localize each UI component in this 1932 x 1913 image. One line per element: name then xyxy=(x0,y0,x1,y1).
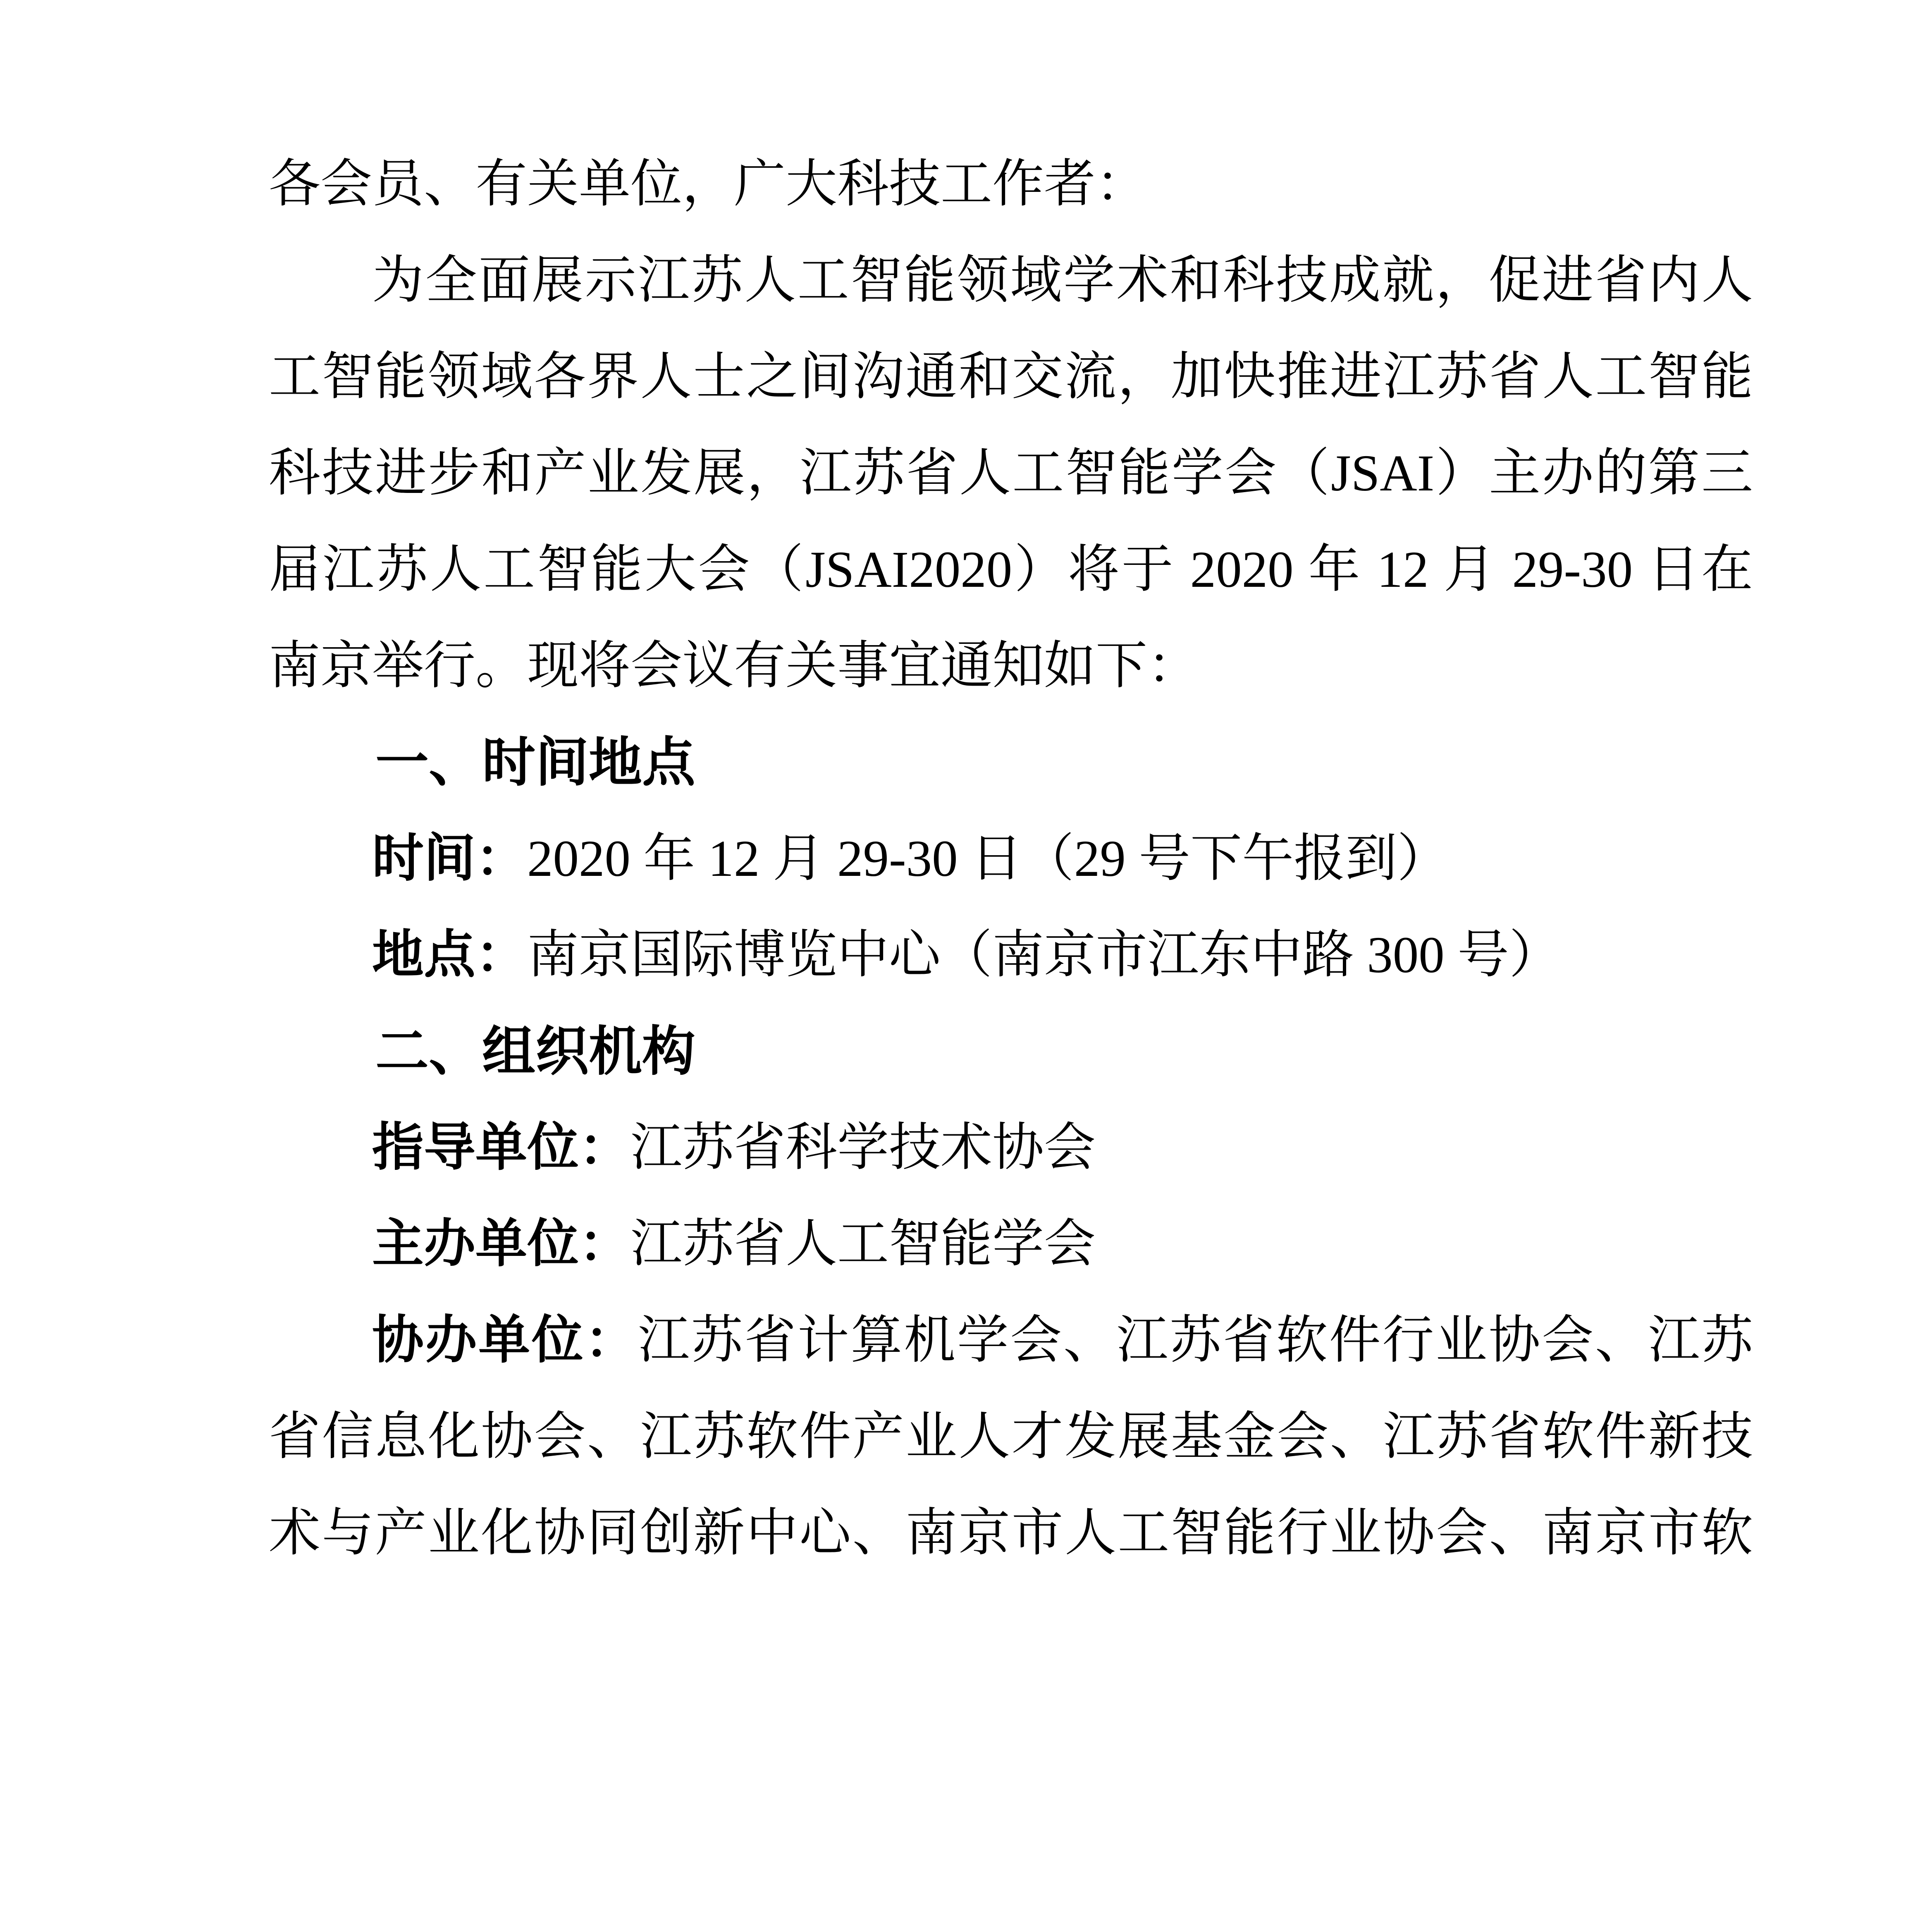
venue-line xyxy=(269,907,1753,1004)
co-organizer-label: 协办单位： xyxy=(372,1312,638,1369)
notice-document xyxy=(269,136,1753,1582)
intro-line-3: 科技进步和产业发展，江苏省人工智能学会（JSAI）主办的第三 xyxy=(269,445,1753,502)
intro-paragraph xyxy=(269,233,1753,715)
host-unit-value: 江苏省人工智能学会 xyxy=(630,1216,1096,1273)
co-organizer-value-1: 江苏省计算机学会、江苏省软件行业协会、江苏 xyxy=(638,1312,1753,1369)
intro-line-4: 届江苏人工智能大会（JSAI2020）将于 2020 年 12 月 29-30 日在 xyxy=(269,541,1753,598)
co-organizer-line-1 xyxy=(269,1293,1753,1389)
co-organizer-line-2: 省信息化协会、江苏软件产业人才发展基金会、江苏省软件新技 xyxy=(269,1408,1753,1466)
guidance-unit-value: 江苏省科学技术协会 xyxy=(630,1119,1096,1176)
co-organizer-paragraph xyxy=(269,1293,1753,1582)
guidance-unit-label: 指导单位： xyxy=(372,1119,630,1176)
time-line xyxy=(269,811,1753,907)
venue-value: 南京国际博览中心（南京市江东中路 300 号） xyxy=(527,927,1561,984)
host-unit-line xyxy=(269,1196,1753,1293)
co-organizer-line-3: 术与产业化协同创新中心、南京市人工智能行业协会、南京市软 xyxy=(269,1505,1753,1562)
venue-label: 地点： xyxy=(372,927,527,984)
host-unit-label: 主办单位： xyxy=(372,1216,630,1273)
intro-line-2: 工智能领域各界人士之间沟通和交流，加快推进江苏省人工智能 xyxy=(269,349,1753,406)
time-value: 2020 年 12 月 29-30 日（29 号下午报到） xyxy=(527,830,1449,887)
intro-line-5: 南京举行。现将会议有关事宜通知如下： xyxy=(269,638,1199,695)
section-2-heading: 二、组织机构 xyxy=(375,1022,695,1081)
section-1-heading: 一、时间地点 xyxy=(375,733,695,792)
time-label: 时间： xyxy=(372,830,527,887)
salutation-line: 各会员、有关单位，广大科技工作者： xyxy=(269,156,1147,213)
intro-line-1: 为全面展示江苏人工智能领域学术和科技成就，促进省内人 xyxy=(372,252,1753,309)
guidance-unit-line xyxy=(269,1100,1753,1196)
